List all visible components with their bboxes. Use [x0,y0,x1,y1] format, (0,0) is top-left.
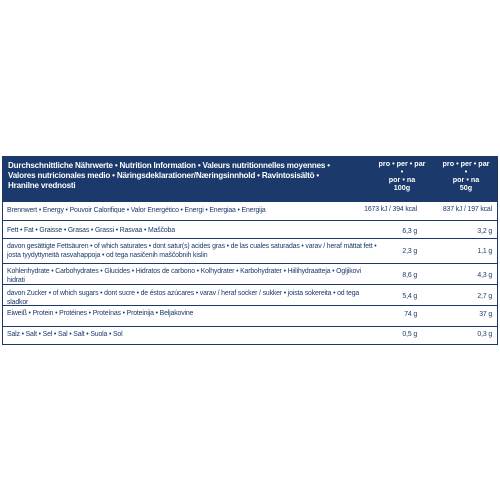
value-per-50g: 1,1 g [477,248,492,255]
column-header-100g-line2: por • na [388,175,416,184]
row-label: Eiweiß • Protein • Protéines • Proteínas • Proteinija • Beljakovine [7,310,194,317]
table-row-protein [3,305,497,327]
column-header-50g [442,160,490,192]
table-row-saturates [3,238,497,264]
table-row-salt [3,326,497,344]
column-header-100g-line3: 100g [393,183,411,192]
row-label-line1: davon gesättigte Fettsäuren • of which saturates • dont satur(s) acides gras • de las cuales saturadas • varav / heraf mättat fett • [7,243,377,250]
column-header-50g-line3: 50g [459,183,473,192]
nutrition-table [2,156,498,345]
value-per-100g: 0,5 g [402,331,417,338]
value-per-50g: 2,7 g [477,293,492,300]
value-per-100g: 8,6 g [402,272,417,279]
value-per-50g: 4,3 g [477,272,492,279]
value-per-100g: 6,3 g [402,228,417,235]
value-per-100g: 1673 kJ / 394 kcal [364,206,417,213]
row-label: davon Zucker • of which sugars • dont sucre • de éstos azúcares • varav / heraf socker / sukker • joista sokereita • od tega sladkor [7,290,360,306]
table-row-sugars [3,284,497,306]
value-per-100g: 5,4 g [402,293,417,300]
value-per-50g: 37 g [479,311,492,318]
row-label: Fett • Fat • Graisse • Grasas • Grassi • Rasvaa • Maščoba [7,227,175,234]
row-label: Salz • Salt • Sel • Sal • Salt • Suola • Sol [7,331,123,338]
title-line-3: Hranilne vrednosti [8,181,76,190]
column-header-100g [378,160,426,192]
value-per-100g: 2,3 g [402,248,417,255]
column-header-100g-line1: pro • per • par • [378,159,426,176]
row-label: Brennwert • Energy • Pouvoir Calorifique • Valor Energético • Energi • Energiaa • Energija [7,207,266,214]
value-per-100g: 74 g [404,311,417,318]
title-line-1: Durchschnittliche Nährwerte • Nutrition Information • Valeurs nutritionnelles moyennes • [8,161,330,170]
column-header-50g-line2: por • na [452,175,480,184]
table-body [2,202,498,345]
row-label: Kohlenhydrate • Carbohydrates • Glucides • Hidratos de carbono • Kolhydrater • Karbohydrater • Hiilihydraatteja • Ogljikovi hidrati [7,268,361,284]
table-header [2,156,498,202]
table-row-carbohydrates [3,263,497,285]
value-per-50g: 3,2 g [477,228,492,235]
table-title [8,161,366,191]
value-per-50g: 837 kJ / 197 kcal [442,206,492,213]
title-line-2: Valores nutricionales medio • Näringsdeklarationer/Næringsinnhold • Ravintosisältö • [8,171,320,180]
row-label-line2: josta tyydyttyneitä rasvahappoja • od tega nasičenih maščobnih kislin [7,252,208,259]
table-row-fat [3,220,497,239]
value-per-50g: 0,3 g [477,331,492,338]
row-label [7,242,377,260]
column-header-50g-line1: pro • per • par • [442,159,490,176]
table-row-energy [3,202,497,221]
